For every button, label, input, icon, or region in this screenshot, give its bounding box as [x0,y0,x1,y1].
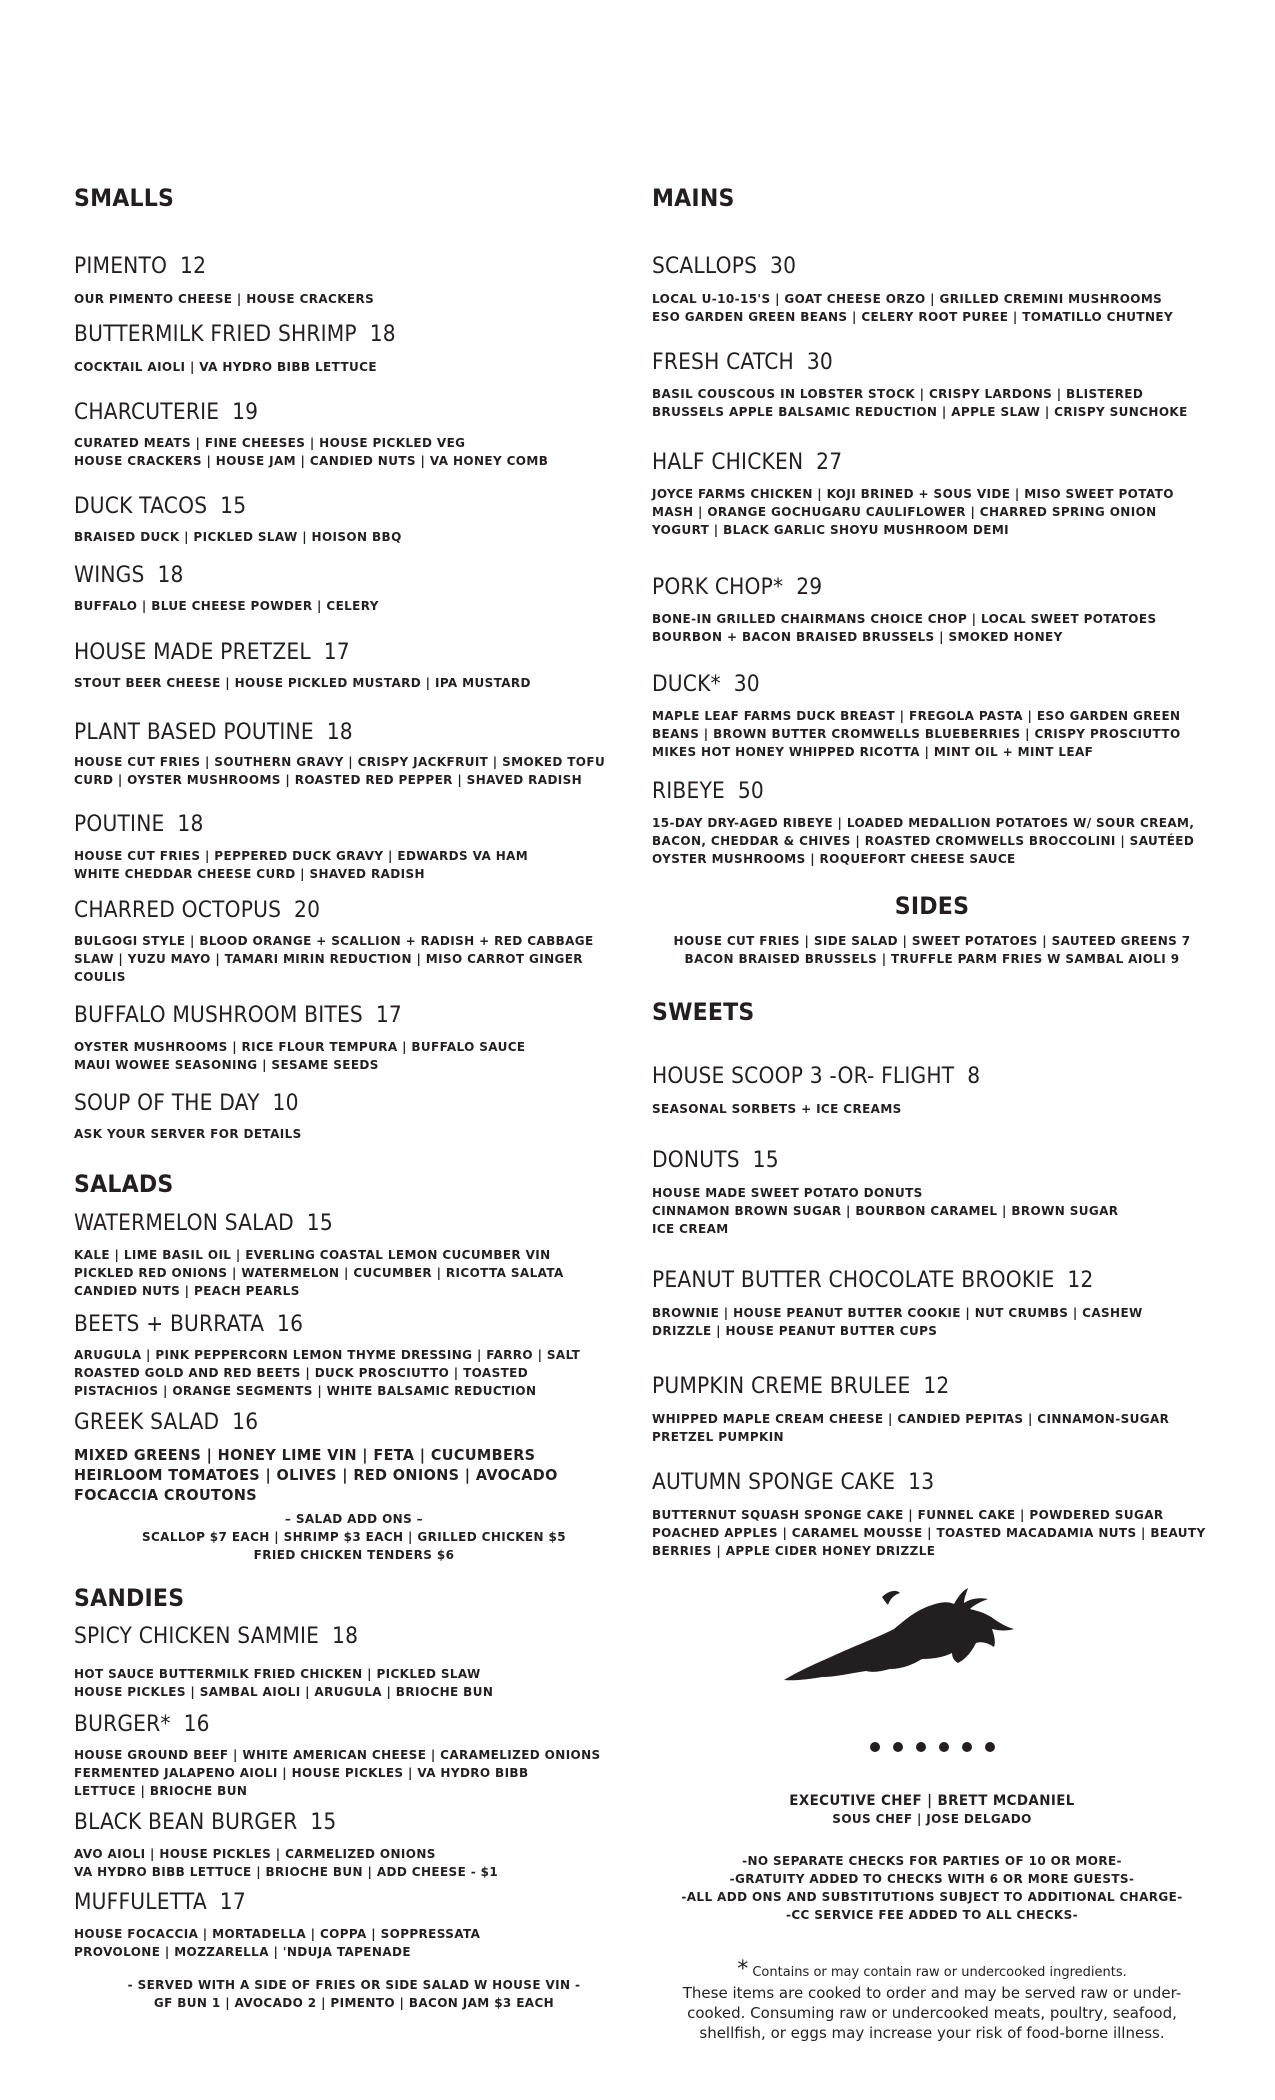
sandies-item-name: BURGER* [74,1712,171,1737]
salad-add-on-line: FRIED CHICKEN TENDERS $6 [253,1547,455,1562]
mains-heading: MAINS [652,184,735,212]
sides-line: BACON BRAISED BRUSSELS | TRUFFLE PARM FRIES W SAMBAL AIOLI 9 [684,951,1180,966]
smalls-item-name: WINGS [74,563,145,588]
policies [663,1852,1201,1924]
sandies-item-description-line: HOUSE FOCACCIA | MORTADELLA | COPPA | SOPPRESSATA [74,1926,481,1941]
sandies-item-description-line: FERMENTED JALAPENO AIOLI | HOUSE PICKLES | VA HYDRO BIBB [74,1765,529,1780]
smalls-item-title [74,322,396,347]
policy-line: -ALL ADD ONS AND SUBSTITUTIONS SUBJECT TO ADDITIONAL CHARGE- [681,1889,1183,1904]
mains-item-price: 29 [796,575,823,600]
sandies-item-price: 15 [310,1810,337,1835]
sandies-note-line: GF BUN 1 | AVOCADO 2 | PIMENTO | BACON JAM $3 EACH [153,1995,555,2010]
mains-item-name: PORK CHOP* [652,575,784,600]
sweets-item-price: 15 [752,1148,779,1173]
sandies-item-title [74,1810,337,1835]
salads-item-description-line: KALE | LIME BASIL OIL | EVERLING COASTAL LEMON CUCUMBER VIN [74,1247,551,1262]
disclaimer-asterisk: * [737,1957,749,1982]
sweets-item-name: PEANUT BUTTER CHOCOLATE BROOKIE [652,1268,1055,1293]
sweets-heading: SWEETS [652,998,755,1026]
sweets-item-title [652,1148,779,1173]
sandies-item-description-line: HOT SAUCE BUTTERMILK FRIED CHICKEN | PICKLED SLAW [74,1666,481,1681]
smalls-item-description [74,434,548,470]
salads-item-title [74,1312,303,1337]
divider-dot [962,1742,972,1752]
sweets-item-description-line: CINNAMON BROWN SUGAR | BOURBON CARAMEL | BROWN SUGAR [652,1203,1119,1218]
policy-line: -CC SERVICE FEE ADDED TO ALL CHECKS- [785,1907,1079,1922]
smalls-item-title [74,640,350,665]
sandies-item-description-line: PROVOLONE | MOZZARELLA | 'NDUJA TAPENADE [74,1944,411,1959]
sweets-item-description-line: BROWNIE | HOUSE PEANUT BUTTER COOKIE | NUT CRUMBS | CASHEW [652,1305,1143,1320]
sweets-item-description-line: PRETZEL PUMPKIN [652,1429,784,1444]
sweets-item-price: 13 [908,1470,935,1495]
salads-item-description-line: ARUGULA | PINK PEPPERCORN LEMON THYME DRESSING | FARRO | SALT [74,1347,581,1362]
smalls-item-name: BUTTERMILK FRIED SHRIMP [74,322,357,347]
smalls-item-name: CHARCUTERIE [74,400,220,425]
smalls-item-title [74,1003,402,1028]
smalls-item-description-line: ASK YOUR SERVER FOR DETAILS [74,1126,302,1141]
sweets-item-name: AUTUMN SPONGE CAKE [652,1470,896,1495]
sweets-item-description-line: POACHED APPLES | CARAMEL MOUSSE | TOASTED MACADAMIA NUTS | BEAUTY [652,1525,1206,1540]
smalls-item-description-line: OYSTER MUSHROOMS | RICE FLOUR TEMPURA | BUFFALO SAUCE [74,1039,526,1054]
salads-item-description-line: ROASTED GOLD AND RED BEETS | DUCK PROSCIUTTO | TOASTED [74,1365,529,1380]
disclaimer-line: shellfish, or eggs may increase your risk of food-borne illness. [699,2024,1165,2042]
disclaimer-first-line [652,1957,1212,1983]
smalls-item-description-line: HOUSE CRACKERS | HOUSE JAM | CANDIED NUTS | VA HONEY COMB [74,453,549,468]
sandies-heading: SANDIES [74,1584,185,1612]
policy-line: -NO SEPARATE CHECKS FOR PARTIES OF 10 OR MORE- [742,1853,1122,1868]
smalls-item-description-line: HOUSE CUT FRIES | SOUTHERN GRAVY | CRISPY JACKFRUIT | SMOKED TOFU [74,754,606,769]
mains-item-name: DUCK* [652,672,721,697]
sandies-item-name: SPICY CHICKEN SAMMIE [74,1624,320,1649]
divider-dot [916,1742,926,1752]
smalls-item-description [74,674,531,692]
sandies-item-name: MUFFULETTA [74,1890,207,1915]
salad-add-on-line: SCALLOP $7 EACH | SHRIMP $3 EACH | GRILLED CHICKEN $5 [141,1529,567,1544]
mains-item-description-line: MIKES HOT HONEY WHIPPED RICOTTA | MINT OIL + MINT LEAF [652,744,1094,759]
smalls-item-description-line: CURATED MEATS | FINE CHEESES | HOUSE PICKLED VEG [74,435,466,450]
smalls-item-title [74,812,204,837]
smalls-item-price: 17 [375,1003,402,1028]
sweets-item-title [652,1268,1093,1293]
disclaimer-line: cooked. Consuming raw or undercooked meats, poultry, seafood, [687,2004,1177,2022]
smalls-item-description-line: STOUT BEER CHEESE | HOUSE PICKLED MUSTARD | IPA MUSTARD [74,675,531,690]
sandies-item-description-line: VA HYDRO BIBB LETTUCE | BRIOCHE BUN | ADD CHEESE - $1 [74,1864,499,1879]
sandies-item-description [74,1845,498,1881]
divider-dot [939,1742,949,1752]
smalls-item-description-line: COCKTAIL AIOLI | VA HYDRO BIBB LETTUCE [74,359,377,374]
sweets-item-name: DONUTS [652,1148,740,1173]
sandies-item-title [74,1712,210,1737]
sweets-item-description [652,1506,1206,1560]
sandies-item-price: 17 [219,1890,246,1915]
smalls-item-title [74,898,320,923]
mains-item-description-line: BOURBON + BACON BRAISED BRUSSELS | SMOKED HONEY [652,629,1063,644]
mains-item-price: 27 [816,450,843,475]
sweets-item-description-line: BERRIES | APPLE CIDER HONEY DRIZZLE [652,1543,936,1558]
divider-dot [893,1742,903,1752]
sandies-item-description-line: HOUSE PICKLES | SAMBAL AIOLI | ARUGULA | BRIOCHE BUN [74,1684,494,1699]
smalls-item-title [74,254,206,279]
mains-item-price: 30 [770,254,797,279]
mains-item-description-line: LOCAL U-10-15'S | GOAT CHEESE ORZO | GRILLED CREMINI MUSHROOMS [652,291,1163,306]
smalls-item-price: 20 [294,898,321,923]
sweets-item-name: PUMPKIN CREME BRULEE [652,1374,911,1399]
mains-item-title [652,350,833,375]
disclaimer-line: These items are cooked to order and may be served raw or under- [682,1984,1182,2002]
smalls-item-price: 18 [177,812,204,837]
smalls-item-name: SOUP OF THE DAY [74,1091,260,1116]
salads-item-title [74,1410,258,1435]
executive-chef: EXECUTIVE CHEF | BRETT MCDANIEL [789,1793,1075,1809]
salads-item-price: 16 [277,1312,304,1337]
smalls-item-description [74,1125,302,1143]
leaping-hare-logo-icon [782,1585,1022,1685]
smalls-item-price: 12 [180,254,207,279]
sous-chef: SOUS CHEF | JOSE DELGADO [832,1811,1032,1826]
sweets-item-price: 12 [1067,1268,1094,1293]
smalls-item-description-line: WHITE CHEDDAR CHEESE CURD | SHAVED RADISH [74,866,425,881]
salads-item-name: GREEK SALAD [74,1410,220,1435]
salads-item-description-line: MIXED GREENS | HONEY LIME VIN | FETA | CUCUMBERS [74,1446,536,1464]
smalls-item-price: 17 [323,640,350,665]
smalls-item-description [74,753,605,789]
sweets-item-price: 8 [967,1064,981,1089]
mains-item-title [652,672,760,697]
mains-item-description [652,385,1188,421]
mains-item-description-line: ESO GARDEN GREEN BEANS | CELERY ROOT PUREE | TOMATILLO CHUTNEY [652,309,1174,324]
sweets-item-name: HOUSE SCOOP 3 -OR- FLIGHT [652,1064,955,1089]
salads-item-description-line: HEIRLOOM TOMATOES | OLIVES | RED ONIONS | AVOCADO [74,1466,558,1484]
mains-item-description-line: MAPLE LEAF FARMS DUCK BREAST | FREGOLA PASTA | ESO GARDEN GREEN [652,708,1181,723]
salad-add-on-line: – SALAD ADD ONS – [284,1511,424,1526]
smalls-item-title [74,720,353,745]
mains-item-title [652,450,842,475]
disclaimer-first-text: Contains or may contain raw or undercooked ingredients. [748,1965,1127,1980]
divider-dots [652,1742,1212,1752]
smalls-item-name: DUCK TACOS [74,494,208,519]
sides-list [663,932,1201,968]
mains-item-description-line: BACON, CHEDDAR & CHIVES | ROASTED CROMWELLS BROCCOLINI | SAUTÉED [652,833,1195,848]
sandies-item-price: 18 [332,1624,359,1649]
smalls-heading: SMALLS [74,184,175,212]
mains-item-description-line: BRUSSELS APPLE BALSAMIC REDUCTION | APPLE SLAW | CRISPY SUNCHOKE [652,404,1188,419]
smalls-item-description-line: COULIS [74,969,126,984]
smalls-item-description-line: BUFFALO | BLUE CHEESE POWDER | CELERY [74,598,379,613]
mains-item-description [652,610,1157,646]
mains-item-title [652,575,822,600]
mains-item-description-line: YOGURT | BLACK GARLIC SHOYU MUSHROOM DEMI [652,522,1010,537]
smalls-item-price: 10 [272,1091,299,1116]
sandies-item-description-line: AVO AIOLI | HOUSE PICKLES | CARMELIZED ONIONS [74,1846,436,1861]
sweets-item-description [652,1100,902,1118]
mains-item-description [652,814,1194,868]
mains-item-description-line: BEANS | BROWN BUTTER CROMWELLS BLUEBERRIES | CRISPY PROSCIUTTO [652,726,1181,741]
smalls-item-title [74,563,184,588]
mains-item-price: 50 [737,779,764,804]
divider-dot [870,1742,880,1752]
smalls-item-title [74,1091,299,1116]
smalls-item-price: 18 [326,720,353,745]
salads-item-price: 15 [306,1211,333,1236]
smalls-item-name: PLANT BASED POUTINE [74,720,314,745]
smalls-item-description-line: HOUSE CUT FRIES | PEPPERED DUCK GRAVY | EDWARDS VA HAM [74,848,529,863]
sweets-item-price: 12 [923,1374,950,1399]
smalls-item-title [74,494,246,519]
sandies-item-description [74,1665,493,1701]
mains-item-description-line: JOYCE FARMS CHICKEN | KOJI BRINED + SOUS VIDE | MISO SWEET POTATO [652,486,1174,501]
chef-credits [663,1792,1201,1828]
salads-item-description-line: CANDIED NUTS | PEACH PEARLS [74,1283,300,1298]
sweets-item-description-line: SEASONAL SORBETS + ICE CREAMS [652,1101,902,1116]
smalls-item-description-line: CURD | OYSTER MUSHROOMS | ROASTED RED PEPPER | SHAVED RADISH [74,772,583,787]
salads-item-name: BEETS + BURRATA [74,1312,265,1337]
sweets-item-description-line: WHIPPED MAPLE CREAM CHEESE | CANDIED PEPITAS | CINNAMON-SUGAR [652,1411,1170,1426]
salads-item-title [74,1211,333,1236]
divider-dot [985,1742,995,1752]
smalls-item-description [74,597,379,615]
smalls-item-description-line: OUR PIMENTO CHEESE | HOUSE CRACKERS [74,291,375,306]
sweets-item-description [652,1304,1143,1340]
sweets-item-description [652,1184,1118,1238]
salads-item-description-line: PISTACHIOS | ORANGE SEGMENTS | WHITE BALSAMIC REDUCTION [74,1383,537,1398]
smalls-item-description-line: SLAW | YUZU MAYO | TAMARI MIRIN REDUCTION | MISO CARROT GINGER [74,951,583,966]
mains-item-description-line: BASIL COUSCOUS IN LOBSTER STOCK | CRISPY LARDONS | BLISTERED [652,386,1144,401]
mains-item-description [652,485,1174,539]
salads-item-price: 16 [232,1410,259,1435]
sweets-item-description-line: ICE CREAM [652,1221,729,1236]
sweets-item-description-line: DRIZZLE | HOUSE PEANUT BUTTER CUPS [652,1323,938,1338]
smalls-item-description [74,1038,526,1074]
smalls-item-title [74,400,258,425]
policy-line: -GRATUITY ADDED TO CHECKS WITH 6 OR MORE GUESTS- [729,1871,1135,1886]
sweets-item-title [652,1470,934,1495]
salads-item-name: WATERMELON SALAD [74,1211,294,1236]
salads-item-description [74,1445,558,1505]
salad-add-ons [85,1510,623,1564]
sandies-note [85,1976,623,2012]
mains-item-description-line: BONE-IN GRILLED CHAIRMANS CHOICE CHOP | LOCAL SWEET POTATOES [652,611,1157,626]
sandies-item-title [74,1890,246,1915]
smalls-item-name: HOUSE MADE PRETZEL [74,640,311,665]
smalls-item-description [74,932,594,986]
sweets-item-description-line: BUTTERNUT SQUASH SPONGE CAKE | FUNNEL CAKE | POWDERED SUGAR [652,1507,1164,1522]
mains-item-description-line: MASH | ORANGE GOCHUGARU CAULIFLOWER | CHARRED SPRING ONION [652,504,1157,519]
mains-item-description [652,290,1173,326]
smalls-item-description-line: BRAISED DUCK | PICKLED SLAW | HOISON BBQ [74,529,402,544]
sides-heading: SIDES [894,892,970,920]
salads-item-description [74,1246,564,1300]
mains-item-price: 30 [733,672,760,697]
smalls-item-description [74,358,377,376]
sweets-item-description [652,1410,1169,1446]
smalls-item-price: 18 [369,322,396,347]
salads-item-description-line: PICKLED RED ONIONS | WATERMELON | CUCUMBER | RICOTTA SALATA [74,1265,564,1280]
smalls-item-name: POUTINE [74,812,165,837]
mains-item-description-line: OYSTER MUSHROOMS | ROQUEFORT CHEESE SAUCE [652,851,1016,866]
mains-item-title [652,779,764,804]
sandies-item-description [74,1925,480,1961]
sandies-item-name: BLACK BEAN BURGER [74,1810,298,1835]
salads-item-description-line: FOCACCIA CROUTONS [74,1486,258,1504]
salads-item-description [74,1346,580,1400]
smalls-item-name: CHARRED OCTOPUS [74,898,282,923]
sandies-note-line: - SERVED WITH A SIDE OF FRIES OR SIDE SALAD W HOUSE VIN - [127,1977,581,1992]
sandies-item-description [74,1746,601,1800]
sweets-item-title [652,1064,980,1089]
smalls-item-description [74,528,402,546]
salads-heading: SALADS [74,1170,174,1198]
mains-item-description [652,707,1181,761]
mains-item-description-line: 15-DAY DRY-AGED RIBEYE | LOADED MEDALLION POTATOES W/ SOUR CREAM, [652,815,1195,830]
mains-item-name: RIBEYE [652,779,725,804]
sandies-item-price: 16 [183,1712,210,1737]
smalls-item-price: 19 [232,400,259,425]
smalls-item-description-line: BULGOGI STYLE | BLOOD ORANGE + SCALLION + RADISH + RED CABBAGE [74,933,594,948]
mains-item-name: SCALLOPS [652,254,758,279]
sandies-item-description-line: LETTUCE | BRIOCHE BUN [74,1783,248,1798]
mains-item-title [652,254,796,279]
smalls-item-name: BUFFALO MUSHROOM BITES [74,1003,363,1028]
sweets-item-description-line: HOUSE MADE SWEET POTATO DONUTS [652,1185,923,1200]
mains-item-name: FRESH CATCH [652,350,794,375]
sandies-item-title [74,1624,358,1649]
smalls-item-description [74,847,528,883]
smalls-item-description [74,290,374,308]
disclaimer [652,1957,1212,2043]
smalls-item-price: 18 [157,563,184,588]
mains-item-price: 30 [806,350,833,375]
smalls-item-name: PIMENTO [74,254,168,279]
smalls-item-price: 15 [220,494,247,519]
sandies-item-description-line: HOUSE GROUND BEEF | WHITE AMERICAN CHEESE | CARAMELIZED ONIONS [74,1747,601,1762]
sides-line: HOUSE CUT FRIES | SIDE SALAD | SWEET POTATOES | SAUTEED GREENS 7 [673,933,1191,948]
sweets-item-title [652,1374,949,1399]
smalls-item-description-line: MAUI WOWEE SEASONING | SESAME SEEDS [74,1057,379,1072]
mains-item-name: HALF CHICKEN [652,450,804,475]
